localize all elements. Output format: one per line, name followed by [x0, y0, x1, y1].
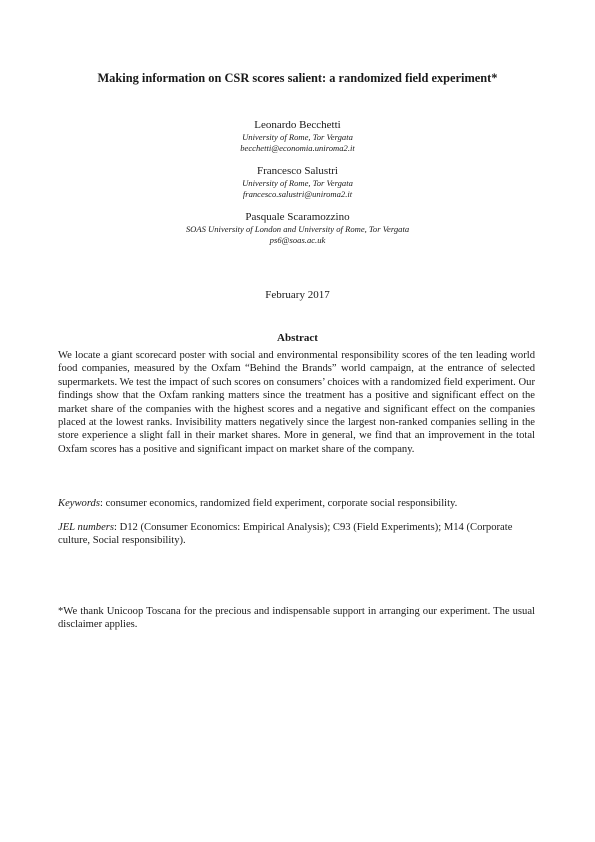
abstract-body [58, 349, 535, 456]
author-email: ps6@soas.ac.uk [269, 235, 326, 245]
author-affiliation: University of Rome, Tor Vergata [242, 132, 353, 142]
title-footnote: *We thank Unicoop Toscana for the precious and indispensable support in arranging our experiment. The usual disclaimer applies. [58, 606, 535, 631]
author-affiliation: SOAS University of London and University of Rome, Tor Vergata [185, 224, 410, 234]
author-2 [0, 164, 595, 200]
author-block [0, 118, 595, 256]
author-name: Leonardo Becchetti [254, 119, 341, 131]
author-name: Francesco Salustri [257, 165, 338, 177]
keywords-label: Keywords [58, 498, 100, 509]
jel-label: JEL numbers [58, 522, 115, 533]
keywords-text: : consumer economics, randomized field experiment, corporate social responsibility. [99, 498, 458, 509]
abstract-heading: Abstract [277, 332, 318, 344]
keywords-line [58, 497, 535, 510]
publication-date: February 2017 [265, 289, 330, 301]
author-affiliation: University of Rome, Tor Vergata [242, 178, 353, 188]
abstract-text: We locate a giant scorecard poster with social and environmental responsibility scores of the ten leading world food companies, measured by the Oxfam “Behind the Brands” world campaign, at the entrance of selected supermarkets. We test the impact of such scores on consumers’ choices with a randomized field experiment. Our findings show that the Oxfam ranking matters since the treatment has a positive and significant effect on the market share of the companies with the highest scores and a negative and significant effect on the companies placed at the lowest ranks. Invisibility matters negatively since the largest non-ranked companies selling in the store experience a slight fall in their market shares. More in general, we find that an improvement in the total Oxfam scores has a positive and significant impact on market share of the company. [58, 350, 535, 455]
author-email: becchetti@economia.uniroma2.it [240, 143, 355, 153]
paper-title: Making information on CSR scores salient: a randomized field experiment* [97, 71, 498, 85]
jel-text: : D12 (Consumer Economics: Empirical Analysis); C93 (Field Experiments); M14 (Corporate culture, Social responsibility). [58, 522, 513, 547]
author-1 [0, 118, 595, 154]
jel-line [58, 521, 535, 548]
author-name: Pasquale Scaramozzino [245, 211, 350, 223]
author-email: francesco.salustri@uniroma2.it [242, 189, 353, 199]
author-3 [0, 210, 595, 246]
